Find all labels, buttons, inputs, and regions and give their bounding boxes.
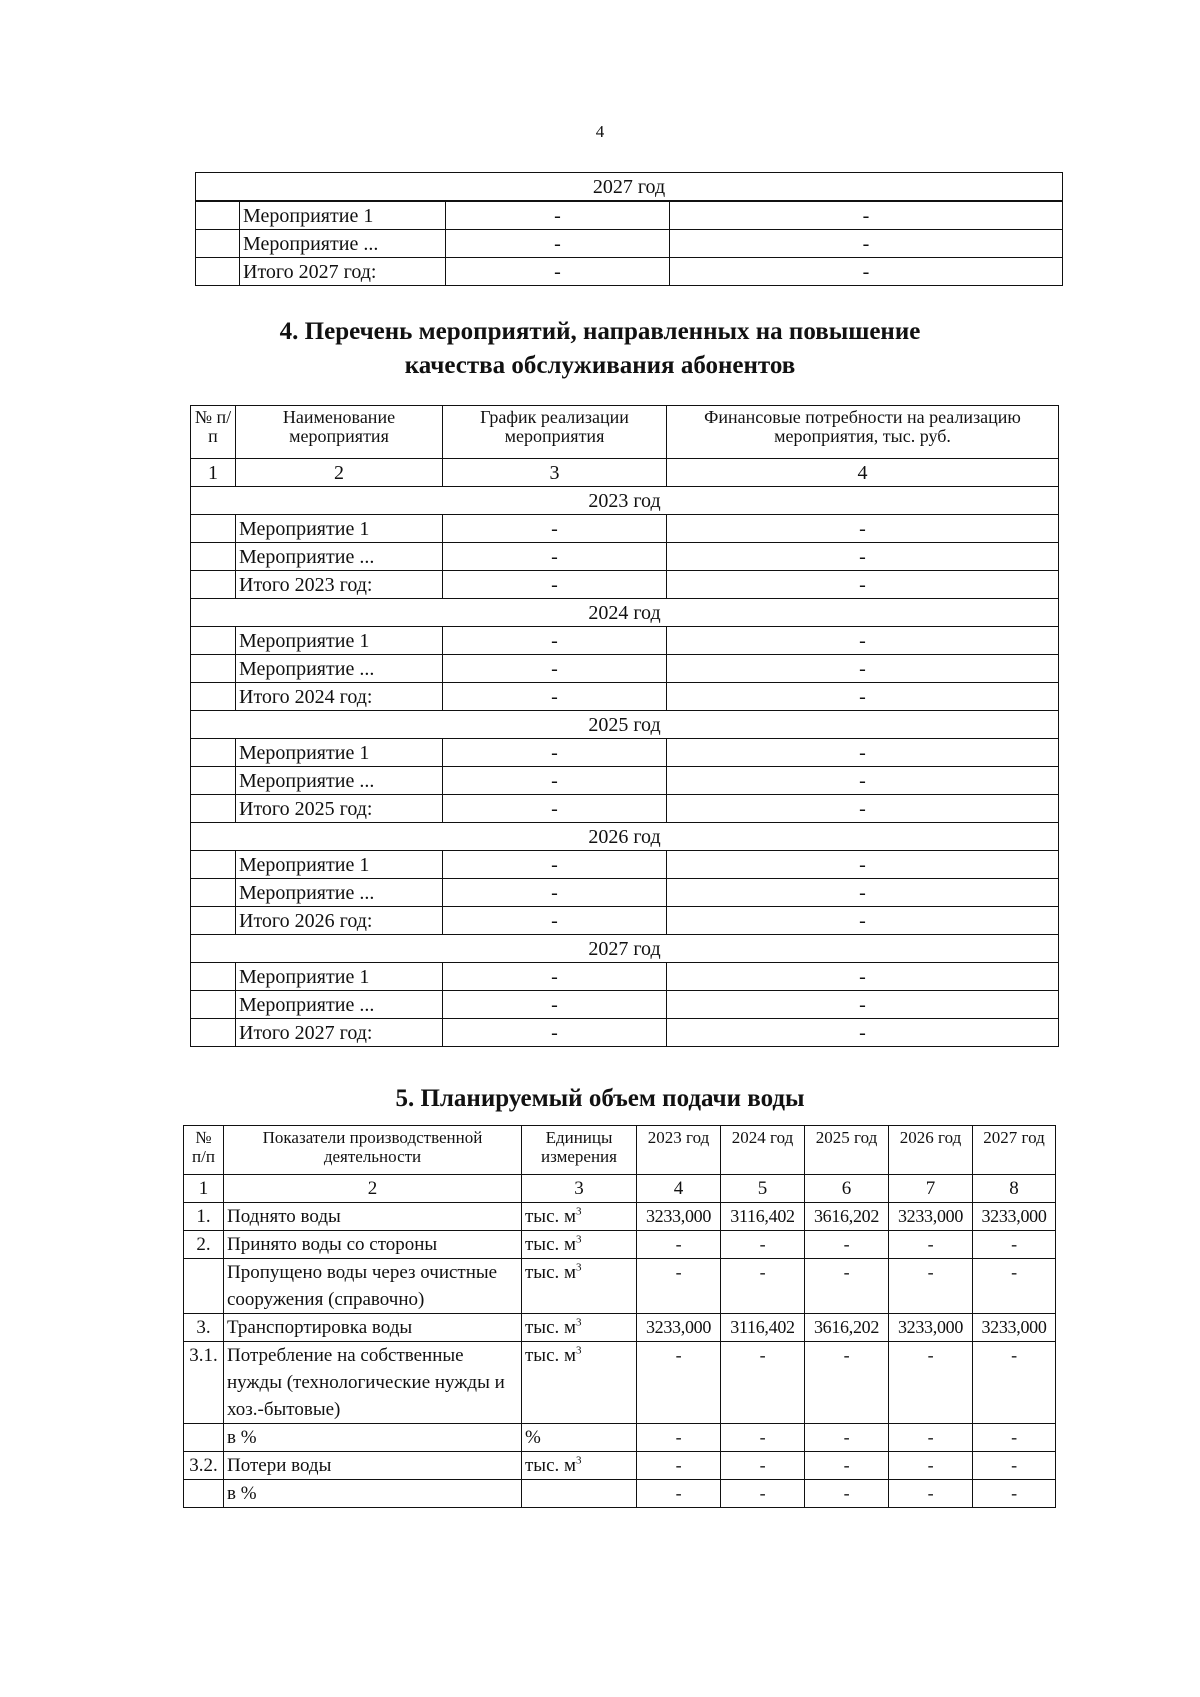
schedule-cell: - bbox=[443, 963, 667, 991]
table-row bbox=[191, 991, 1059, 1019]
table-row bbox=[191, 655, 1059, 683]
header-indicator: Показатели производственной деятельности bbox=[224, 1126, 522, 1175]
row-num: 3. bbox=[184, 1314, 224, 1342]
column-number-row bbox=[191, 459, 1059, 487]
unit-cell bbox=[522, 1203, 637, 1231]
unit-text: % bbox=[525, 1427, 541, 1448]
value-cell: 3616,202 bbox=[805, 1203, 889, 1231]
finance-cell: - bbox=[667, 1019, 1059, 1047]
row-num-cell bbox=[191, 627, 236, 655]
col-number: 7 bbox=[889, 1175, 973, 1203]
year-row bbox=[191, 599, 1059, 627]
measure-name: Итого 2025 год: bbox=[236, 795, 443, 823]
schedule-cell: - bbox=[443, 571, 667, 599]
value-cell: - bbox=[637, 1231, 721, 1259]
col-number: 5 bbox=[721, 1175, 805, 1203]
value-cell: - bbox=[721, 1480, 805, 1508]
value-cell: 3233,000 bbox=[973, 1203, 1056, 1231]
table-row bbox=[184, 1314, 1056, 1342]
value-cell: - bbox=[805, 1424, 889, 1452]
header-row bbox=[184, 1126, 1056, 1175]
finance-cell: - bbox=[667, 879, 1059, 907]
value-cell: - bbox=[889, 1424, 973, 1452]
section5-table bbox=[183, 1125, 1056, 1508]
row-num-cell bbox=[191, 655, 236, 683]
schedule-cell: - bbox=[446, 201, 670, 230]
finance-cell: - bbox=[667, 515, 1059, 543]
value-cell: 3233,000 bbox=[889, 1203, 973, 1231]
unit-text: тыс. м bbox=[525, 1317, 577, 1338]
value-cell: - bbox=[637, 1424, 721, 1452]
section5-body bbox=[184, 1203, 1056, 1508]
unit-cell bbox=[522, 1342, 637, 1424]
measure-name: Итого 2027 год: bbox=[240, 258, 446, 286]
header-unit: Единицы измерения bbox=[522, 1126, 637, 1175]
schedule-cell: - bbox=[443, 767, 667, 795]
col-number: 2 bbox=[224, 1175, 522, 1203]
value-cell: - bbox=[721, 1452, 805, 1480]
indicator-name: в % bbox=[224, 1480, 522, 1508]
value-cell: - bbox=[637, 1342, 721, 1424]
measure-name: Итого 2024 год: bbox=[236, 683, 443, 711]
row-num-cell bbox=[191, 991, 236, 1019]
row-num-cell bbox=[191, 571, 236, 599]
year-row bbox=[196, 173, 1063, 202]
year-label: 2025 год bbox=[191, 711, 1059, 739]
value-cell: - bbox=[721, 1231, 805, 1259]
unit-cell bbox=[522, 1480, 637, 1508]
table-row bbox=[196, 258, 1063, 286]
schedule-cell: - bbox=[443, 543, 667, 571]
schedule-cell: - bbox=[443, 991, 667, 1019]
table-row bbox=[196, 230, 1063, 258]
unit-text: тыс. м bbox=[525, 1455, 577, 1476]
col-number: 4 bbox=[637, 1175, 721, 1203]
finance-cell: - bbox=[670, 201, 1063, 230]
schedule-cell: - bbox=[443, 683, 667, 711]
col-number: 1 bbox=[191, 459, 236, 487]
finance-cell: - bbox=[667, 543, 1059, 571]
row-num: 2. bbox=[184, 1231, 224, 1259]
value-cell: - bbox=[973, 1480, 1056, 1508]
row-num-cell bbox=[191, 1019, 236, 1047]
table-row bbox=[191, 795, 1059, 823]
unit-text: тыс. м bbox=[525, 1345, 577, 1366]
header-finance: Финансовые потребности на реализацию мероприятия, тыс. руб. bbox=[667, 406, 1059, 459]
header-row bbox=[191, 406, 1059, 459]
schedule-cell: - bbox=[443, 907, 667, 935]
finance-cell: - bbox=[667, 683, 1059, 711]
year-label: 2024 год bbox=[191, 599, 1059, 627]
value-cell: - bbox=[889, 1452, 973, 1480]
section4-title-line1: 4. Перечень мероприятий, направленных на повышение bbox=[279, 318, 921, 345]
schedule-cell: - bbox=[443, 515, 667, 543]
schedule-cell: - bbox=[443, 739, 667, 767]
value-cell: - bbox=[889, 1342, 973, 1424]
col-number: 2 bbox=[236, 459, 443, 487]
value-cell: - bbox=[805, 1480, 889, 1508]
table-row bbox=[191, 907, 1059, 935]
indicator-name: Поднято воды bbox=[224, 1203, 522, 1231]
header-num: № п/п bbox=[184, 1126, 224, 1175]
row-num-cell bbox=[196, 230, 240, 258]
col-number: 1 bbox=[184, 1175, 224, 1203]
col-number: 8 bbox=[973, 1175, 1056, 1203]
table-row bbox=[184, 1231, 1056, 1259]
measure-name: Итого 2023 год: bbox=[236, 571, 443, 599]
col-number: 3 bbox=[443, 459, 667, 487]
value-cell: - bbox=[973, 1259, 1056, 1314]
table-row bbox=[184, 1424, 1056, 1452]
header-name: Наименование мероприятия bbox=[236, 406, 443, 459]
unit-cell bbox=[522, 1259, 637, 1314]
finance-cell: - bbox=[667, 991, 1059, 1019]
value-cell: - bbox=[721, 1424, 805, 1452]
value-cell: 3233,000 bbox=[637, 1314, 721, 1342]
value-cell: 3233,000 bbox=[973, 1314, 1056, 1342]
table-row bbox=[196, 201, 1063, 230]
column-number-row bbox=[184, 1175, 1056, 1203]
table-row bbox=[184, 1452, 1056, 1480]
row-num: 1. bbox=[184, 1203, 224, 1231]
schedule-cell: - bbox=[446, 230, 670, 258]
table-row bbox=[191, 627, 1059, 655]
schedule-cell: - bbox=[443, 879, 667, 907]
year-label: 2027 год bbox=[196, 173, 1063, 202]
unit-cell bbox=[522, 1452, 637, 1480]
measure-name: Мероприятие ... bbox=[240, 230, 446, 258]
table-row bbox=[191, 851, 1059, 879]
section4-body bbox=[191, 487, 1059, 1047]
table-row bbox=[184, 1203, 1056, 1231]
table-row bbox=[191, 739, 1059, 767]
value-cell: - bbox=[973, 1231, 1056, 1259]
row-num bbox=[184, 1259, 224, 1314]
finance-cell: - bbox=[667, 767, 1059, 795]
value-cell: - bbox=[973, 1424, 1056, 1452]
unit-superscript: 3 bbox=[576, 1205, 582, 1218]
measure-name: Мероприятие ... bbox=[236, 543, 443, 571]
indicator-name: в % bbox=[224, 1424, 522, 1452]
value-cell: - bbox=[973, 1342, 1056, 1424]
value-cell: 3116,402 bbox=[721, 1314, 805, 1342]
indicator-name: Принято воды со стороны bbox=[224, 1231, 522, 1259]
value-cell: - bbox=[805, 1452, 889, 1480]
finance-cell: - bbox=[667, 907, 1059, 935]
schedule-cell: - bbox=[446, 258, 670, 286]
value-cell: 3233,000 bbox=[637, 1203, 721, 1231]
value-cell: - bbox=[973, 1452, 1056, 1480]
row-num-cell bbox=[191, 907, 236, 935]
header-year: 2027 год bbox=[973, 1126, 1056, 1175]
unit-text: тыс. м bbox=[525, 1206, 577, 1227]
table-row bbox=[191, 767, 1059, 795]
table-row bbox=[191, 571, 1059, 599]
measure-name: Мероприятие 1 bbox=[236, 739, 443, 767]
indicator-name: Транспортировка воды bbox=[224, 1314, 522, 1342]
col-number: 4 bbox=[667, 459, 1059, 487]
measure-name: Мероприятие 1 bbox=[240, 201, 446, 230]
unit-superscript: 3 bbox=[576, 1316, 582, 1329]
section4-table bbox=[190, 405, 1059, 1047]
table-row bbox=[184, 1480, 1056, 1508]
unit-text: тыс. м bbox=[525, 1262, 577, 1283]
table-continuation-2027 bbox=[195, 172, 1063, 286]
finance-cell: - bbox=[667, 627, 1059, 655]
row-num-cell bbox=[191, 879, 236, 907]
measure-name: Мероприятие ... bbox=[236, 767, 443, 795]
unit-superscript: 3 bbox=[576, 1454, 582, 1467]
row-num-cell bbox=[196, 258, 240, 286]
finance-cell: - bbox=[667, 851, 1059, 879]
section5-title: 5. Планируемый объем подачи воды bbox=[395, 1085, 805, 1112]
value-cell: 3616,202 bbox=[805, 1314, 889, 1342]
measure-name: Мероприятие ... bbox=[236, 991, 443, 1019]
row-num: 3.2. bbox=[184, 1452, 224, 1480]
year-row bbox=[191, 823, 1059, 851]
header-schedule: График реализации мероприятия bbox=[443, 406, 667, 459]
value-cell: - bbox=[889, 1231, 973, 1259]
schedule-cell: - bbox=[443, 851, 667, 879]
finance-cell: - bbox=[667, 655, 1059, 683]
row-num-cell bbox=[191, 963, 236, 991]
finance-cell: - bbox=[667, 963, 1059, 991]
measure-name: Мероприятие 1 bbox=[236, 627, 443, 655]
year-row bbox=[191, 487, 1059, 515]
table-row bbox=[191, 515, 1059, 543]
finance-cell: - bbox=[667, 571, 1059, 599]
table-row bbox=[191, 963, 1059, 991]
year-label: 2023 год bbox=[191, 487, 1059, 515]
value-cell: - bbox=[637, 1259, 721, 1314]
unit-superscript: 3 bbox=[576, 1233, 582, 1246]
table-row bbox=[191, 879, 1059, 907]
table-row bbox=[184, 1259, 1056, 1314]
schedule-cell: - bbox=[443, 655, 667, 683]
measure-name: Итого 2027 год: bbox=[236, 1019, 443, 1047]
row-num bbox=[184, 1480, 224, 1508]
indicator-name: Потребление на собственные нужды (технологические нужды и хоз.-бытовые) bbox=[224, 1342, 522, 1424]
value-cell: 3116,402 bbox=[721, 1203, 805, 1231]
year-label: 2027 год bbox=[191, 935, 1059, 963]
header-year: 2026 год bbox=[889, 1126, 973, 1175]
table-row bbox=[191, 543, 1059, 571]
value-cell: - bbox=[805, 1342, 889, 1424]
year-row bbox=[191, 711, 1059, 739]
row-num: 3.1. bbox=[184, 1342, 224, 1424]
indicator-name: Потери воды bbox=[224, 1452, 522, 1480]
row-num-cell bbox=[191, 543, 236, 571]
value-cell: - bbox=[721, 1342, 805, 1424]
unit-superscript: 3 bbox=[576, 1344, 582, 1357]
finance-cell: - bbox=[670, 230, 1063, 258]
measure-name: Мероприятие ... bbox=[236, 655, 443, 683]
unit-superscript: 3 bbox=[576, 1261, 582, 1274]
header-num: № п/п bbox=[191, 406, 236, 459]
finance-cell: - bbox=[667, 795, 1059, 823]
schedule-cell: - bbox=[443, 795, 667, 823]
table-row bbox=[191, 1019, 1059, 1047]
header-year: 2024 год bbox=[721, 1126, 805, 1175]
value-cell: - bbox=[805, 1231, 889, 1259]
unit-text: тыс. м bbox=[525, 1234, 577, 1255]
row-num-cell bbox=[191, 683, 236, 711]
row-num-cell bbox=[191, 851, 236, 879]
header-year: 2023 год bbox=[637, 1126, 721, 1175]
header-year: 2025 год bbox=[805, 1126, 889, 1175]
row-num-cell bbox=[191, 739, 236, 767]
value-cell: - bbox=[637, 1480, 721, 1508]
value-cell: - bbox=[637, 1452, 721, 1480]
schedule-cell: - bbox=[443, 1019, 667, 1047]
section4-title-line2: качества обслуживания абонентов bbox=[404, 352, 796, 379]
finance-cell: - bbox=[667, 739, 1059, 767]
row-num bbox=[184, 1424, 224, 1452]
unit-cell bbox=[522, 1314, 637, 1342]
unit-cell bbox=[522, 1424, 637, 1452]
value-cell: - bbox=[721, 1259, 805, 1314]
measure-name: Мероприятие 1 bbox=[236, 515, 443, 543]
table-row bbox=[191, 683, 1059, 711]
schedule-cell: - bbox=[443, 627, 667, 655]
year-row bbox=[191, 935, 1059, 963]
row-num-cell bbox=[191, 515, 236, 543]
value-cell: - bbox=[889, 1259, 973, 1314]
row-num-cell bbox=[191, 795, 236, 823]
measure-name: Мероприятие 1 bbox=[236, 851, 443, 879]
value-cell: - bbox=[805, 1259, 889, 1314]
unit-cell bbox=[522, 1231, 637, 1259]
year-label: 2026 год bbox=[191, 823, 1059, 851]
row-num-cell bbox=[196, 201, 240, 230]
page-number: 4 bbox=[595, 122, 605, 141]
row-num-cell bbox=[191, 767, 236, 795]
finance-cell: - bbox=[670, 258, 1063, 286]
measure-name: Мероприятие ... bbox=[236, 879, 443, 907]
col-number: 6 bbox=[805, 1175, 889, 1203]
value-cell: 3233,000 bbox=[889, 1314, 973, 1342]
measure-name: Итого 2026 год: bbox=[236, 907, 443, 935]
measure-name: Мероприятие 1 bbox=[236, 963, 443, 991]
value-cell: - bbox=[889, 1480, 973, 1508]
table-row bbox=[184, 1342, 1056, 1424]
col-number: 3 bbox=[522, 1175, 637, 1203]
indicator-name: Пропущено воды через очистные сооружения (справочно) bbox=[224, 1259, 522, 1314]
